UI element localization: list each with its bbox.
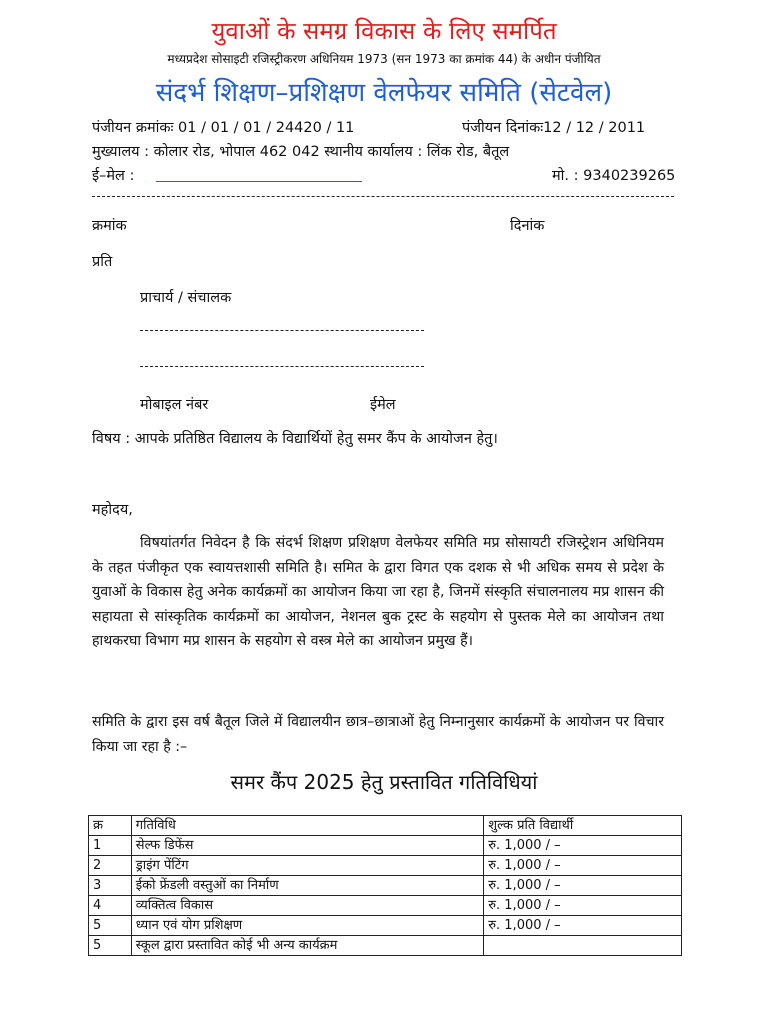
row-fee: रु. 1,000 / – (484, 856, 682, 876)
row-activity: स्कूल द्वारा प्रस्तावित कोई भी अन्य कार्यक्रम (131, 936, 483, 956)
table-row (89, 896, 682, 916)
registration-note: मध्यप्रदेश सोसाइटी रजिस्ट्रीकरण अधिनियम 1973 (सन 1973 का क्रमांक 44) के अधीन पंजीयित (167, 52, 601, 66)
row-serial: 3 (89, 876, 132, 896)
subject-line: विषय : आपके प्रतिष्ठित विद्यालय के विद्यार्थियों हेतु समर कैंप के आयोजन हेतु। (92, 431, 498, 447)
table-row (89, 876, 682, 896)
salutation: महोदय, (92, 502, 133, 518)
column-header-fee: शुल्क प्रति विद्यार्थी (484, 816, 682, 836)
table-row (89, 856, 682, 876)
registration-date: पंजीयन दिनांकः12 / 12 / 2011 (462, 120, 646, 136)
row-serial: 5 (89, 936, 132, 956)
table-header-row (89, 816, 682, 836)
row-fee: रु. 1,000 / – (484, 916, 682, 936)
row-serial: 2 (89, 856, 132, 876)
email-field-label: ईमेल (370, 397, 396, 413)
column-header-serial: क्र (89, 816, 132, 836)
tagline: युवाओं के समग्र विकास के लिए समर्पित (211, 17, 557, 45)
recipient-title: प्राचार्य / संचालक (140, 290, 232, 306)
row-fee: रु. 1,000 / – (484, 836, 682, 856)
mobile-field-label: मोबाइल नंबर (140, 397, 209, 413)
table-row (89, 936, 682, 956)
activities-heading: समर कैंप 2025 हेतु प्रस्तावित गतिविधियां (230, 770, 538, 794)
address: मुख्यालय : कोलार रोड, भोपाल 462 042 स्थानीय कार्यालय : लिंक रोड, बैतूल (92, 144, 510, 160)
body-paragraph-2: समिति के द्वारा इस वर्ष बैतूल जिले में विद्यालयीन छात्र–छात्राओं हेतु निम्नानुसार कार्यक्रमों के आयोजन पर विचार किया जा रहा है :– (92, 714, 664, 755)
registration-number: पंजीयन क्रमांकः 01 / 01 / 01 / 24420 / 11 (92, 120, 355, 136)
body-paragraph-1: विषयांतर्गत निवेदन है कि संदर्भ शिक्षण प्रशिक्षण वेलफेयर समिति मप्र सोसायटी रजिस्ट्रेशन अधिनियम के तहत पंजीकृत एक स्वायत्तशासी समिति है। समित के द्वारा विगत एक दशक से भी अधिक समय से प्रदेश के युवाओं के विकास हेतु अनेक कार्यक्रमों का आयोजन किया जा रहा है, जिनमें संस्कृति संचालनालय मप्र शासन की सहायता से सांस्कृतिक कार्यक्रमों का आयोजन, नेशनल बुक ट्रस्ट के सहयोग से पुस्तक मेले का आयोजन तथा हाथकरघा विभाग मप्र शासन के सहयोग से वस्त्र मेले का आयोजन प्रमुख हैं। (92, 535, 664, 649)
recipient-blank-line-2 (140, 366, 424, 367)
recipient-blank-line-1 (140, 330, 424, 331)
dinank-label: दिनांक (510, 218, 545, 234)
row-activity: ड्राइंग पेंटिंग (131, 856, 483, 876)
prati-label: प्रति (92, 254, 113, 270)
row-activity: ध्यान एवं योग प्रशिक्षण (131, 916, 483, 936)
row-fee (484, 936, 682, 956)
table-row (89, 836, 682, 856)
organization-name: संदर्भ शिक्षण–प्रशिक्षण वेलफेयर समिति (सेटवेल) (155, 78, 613, 108)
row-serial: 5 (89, 916, 132, 936)
activities-table (88, 815, 682, 956)
mobile-number: मो. : 9340239265 (552, 168, 676, 184)
table-row (89, 916, 682, 936)
email-link-underline[interactable] (156, 181, 362, 182)
row-activity: ईको फ्रेंडली वस्तुओं का निर्माण (131, 876, 483, 896)
row-activity: व्यक्तित्व विकास (131, 896, 483, 916)
row-serial: 4 (89, 896, 132, 916)
row-activity: सेल्फ डिफेंस (131, 836, 483, 856)
row-serial: 1 (89, 836, 132, 856)
row-fee: रु. 1,000 / – (484, 896, 682, 916)
column-header-activity: गतिविधि (131, 816, 483, 836)
header-separator (92, 196, 674, 197)
row-fee: रु. 1,000 / – (484, 876, 682, 896)
kramank-label: क्रमांक (92, 218, 127, 234)
email-label: ई–मेल : (92, 168, 135, 184)
